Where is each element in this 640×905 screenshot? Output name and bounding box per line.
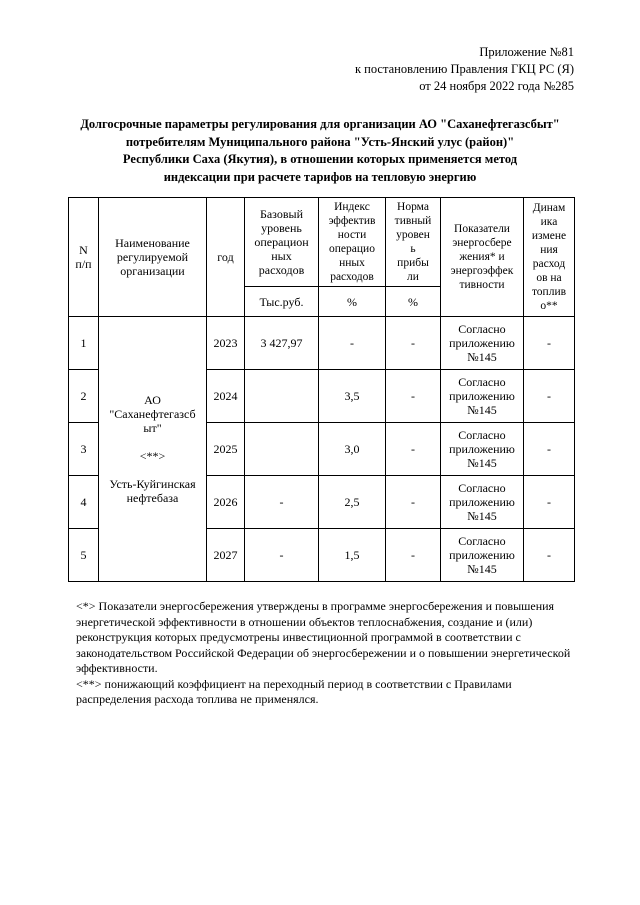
- row-base: 3 427,97: [245, 317, 319, 370]
- resolution-reference: к постановлению Правления ГКЦ РС (Я): [354, 62, 574, 76]
- row-base: -: [245, 476, 319, 529]
- title-line: потребителям Муниципального района "Усть-Янский улус (район)": [125, 134, 515, 149]
- row-dyn: -: [524, 476, 575, 529]
- row-energy: Согласно приложению №145: [441, 476, 524, 529]
- table-row: [69, 317, 575, 370]
- row-base: [245, 370, 319, 423]
- title-line: Республики Саха (Якутия), в отношении которых применяется метод: [122, 152, 518, 166]
- row-year: 2023: [207, 317, 245, 370]
- row-norm: -: [386, 529, 441, 582]
- header-fuel-dynamics: Динам ика измене ния расход ов на топлив о**: [524, 198, 575, 317]
- row-energy: Согласно приложению №145: [441, 423, 524, 476]
- row-index: 1,5: [319, 529, 386, 582]
- table-header-row: [69, 198, 575, 287]
- organization-cell: АО "Саханефтегазсб ыт" <**> Усть-Куйгинская нефтебаза: [99, 317, 207, 582]
- row-energy: Согласно приложению №145: [441, 370, 524, 423]
- row-index: 3,5: [319, 370, 386, 423]
- row-year: 2026: [207, 476, 245, 529]
- row-index: -: [319, 317, 386, 370]
- footnotes: [76, 599, 576, 708]
- row-base: -: [245, 529, 319, 582]
- appendix-number: Приложение №81: [479, 45, 574, 59]
- row-energy: Согласно приложению №145: [441, 529, 524, 582]
- row-dyn: -: [524, 529, 575, 582]
- header-base-level: Базовый уровень операцион ных расходов: [245, 198, 319, 287]
- row-num: 1: [69, 317, 99, 370]
- header-normative-profit: Норма тивный уровен ь прибы ли: [386, 198, 441, 287]
- row-dyn: -: [524, 370, 575, 423]
- row-num: 3: [69, 423, 99, 476]
- unit-percent: %: [319, 287, 386, 317]
- row-year: 2025: [207, 423, 245, 476]
- parameters-table: [68, 197, 575, 582]
- header-year: год: [207, 198, 245, 317]
- row-norm: -: [386, 476, 441, 529]
- document-title: [40, 116, 600, 186]
- row-dyn: -: [524, 317, 575, 370]
- row-num: 2: [69, 370, 99, 423]
- header-efficiency-index: Индекс эффектив ности операцио нных расходов: [319, 198, 386, 287]
- footnote-fuel-coefficient: <**> понижающий коэффициент на переходный период в соответствии с Правилами распределения расхода топлива не применялся.: [76, 676, 512, 706]
- row-energy: Согласно приложению №145: [441, 317, 524, 370]
- row-base: [245, 423, 319, 476]
- title-line: индексации при расчете тарифов на тепловую энергию: [163, 169, 477, 184]
- header-num: N п/п: [69, 198, 99, 317]
- footnote-energy-saving: <*> Показатели энергосбережения утверждены в программе энергосбережения и повышения энергетической эффективности в отношении объектов теплоснабжения, создание и (или) реконструкция которых предусмотрены инвестиционной программой в соответствии с законодательством Российской Федерации об энергосбережении и о повышении энергетической эффективности.: [76, 599, 571, 675]
- resolution-date: от 24 ноября 2022 года №285: [419, 79, 574, 93]
- row-norm: -: [386, 370, 441, 423]
- title-line: Долгосрочные параметры регулирования для организации АО "Саханефтегазсбыт": [80, 117, 560, 131]
- unit-thousand-rub: Тыс.руб.: [245, 287, 319, 317]
- row-index: 2,5: [319, 476, 386, 529]
- row-dyn: -: [524, 423, 575, 476]
- row-norm: -: [386, 317, 441, 370]
- appendix-header: [355, 44, 574, 95]
- row-num: 4: [69, 476, 99, 529]
- header-energy-indicators: Показатели энергосбере жения* и энергоэффек тивности: [441, 198, 524, 317]
- row-index: 3,0: [319, 423, 386, 476]
- row-year: 2027: [207, 529, 245, 582]
- row-num: 5: [69, 529, 99, 582]
- row-norm: -: [386, 423, 441, 476]
- header-org: Наименование регулируемой организации: [99, 198, 207, 317]
- row-year: 2024: [207, 370, 245, 423]
- unit-percent: %: [386, 287, 441, 317]
